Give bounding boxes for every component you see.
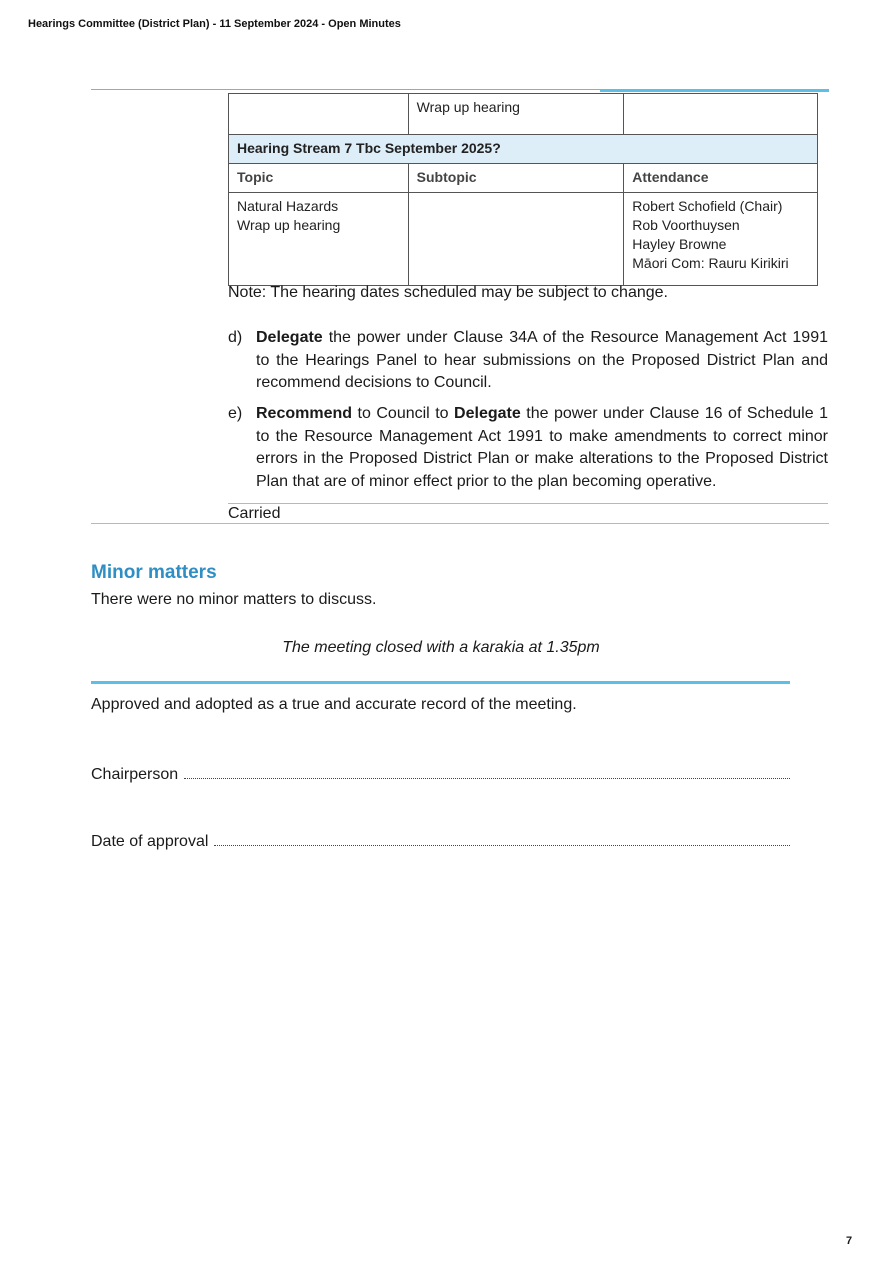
hearing-schedule-table [228,93,818,286]
attendee: Robert Schofield (Chair) [632,198,783,214]
resolution-verb: Delegate [256,329,323,346]
schedule-note: Note: The hearing dates scheduled may be subject to change. [228,284,668,301]
attendee: Rob Voorthuysen [632,217,740,233]
table-cell-topic [229,193,409,286]
running-header: Hearings Committee (District Plan) - 11 September 2024 - Open Minutes [28,18,401,30]
resolution-label: e) [228,405,243,422]
table-row [229,193,818,286]
minor-matters-heading: Minor matters [91,562,217,583]
minor-matters-body: There were no minor matters to discuss. [91,591,377,608]
carried-rule-top [228,503,828,504]
table-header-row [229,164,818,193]
meeting-closing: The meeting closed with a karakia at 1.35pm [282,639,600,656]
table-cell-topic [229,94,409,135]
page-number: 7 [846,1235,853,1247]
topic-line: Wrap up hearing [237,217,341,233]
resolution-verb: Delegate [454,405,521,422]
stream-title-row [229,135,818,164]
table-cell-subtopic [408,193,624,286]
closing-rule [91,681,790,684]
table-cell-attendance [624,94,818,135]
table-row [229,94,818,135]
resolution-e [228,403,828,493]
resolution-connector: to Council to [352,405,455,422]
column-header-subtopic: Subtopic [408,164,624,193]
approval-statement: Approved and adopted as a true and accurate record of the meeting. [91,696,577,713]
carried-status: Carried [228,505,281,522]
resolution-text [256,403,828,493]
resolution-label: d) [228,329,243,346]
chairperson-signature-line [91,764,790,784]
resolution-verb: Recommend [256,405,353,422]
chairperson-label: Chairperson [91,766,179,783]
date-of-approval-line [91,831,790,851]
resolution-text [256,327,828,395]
resolution-body: the power under Clause 34A of the Resource Management Act 1991 to the Hearings Panel to hear submissions on the Proposed District Plan and recommend decisions to Council. [256,329,828,391]
signature-dots [214,831,790,846]
attendee: Hayley Browne [632,236,727,252]
topic-line: Natural Hazards [237,198,339,214]
column-header-topic: Topic [229,164,409,193]
table-cell-subtopic: Wrap up hearing [408,94,624,135]
stream-title: Hearing Stream 7 Tbc September 2025? [229,135,818,164]
top-rule-accent [600,89,829,92]
column-header-attendance: Attendance [624,164,818,193]
date-of-approval-label: Date of approval [91,833,209,850]
signature-dots [184,764,790,779]
resolution-body: the power under Clause 16 of Schedule 1 to the Resource Management Act 1991 to make amendments to correct minor errors in the Proposed District Plan or make alterations to the Proposed District Plan that are of minor effect prior to the plan becoming operative. [256,405,828,490]
attendee: Māori Com: Rauru Kirikiri [632,255,789,271]
resolution-d [228,327,828,395]
table-cell-attendance [624,193,818,286]
carried-rule-bottom [91,523,829,524]
